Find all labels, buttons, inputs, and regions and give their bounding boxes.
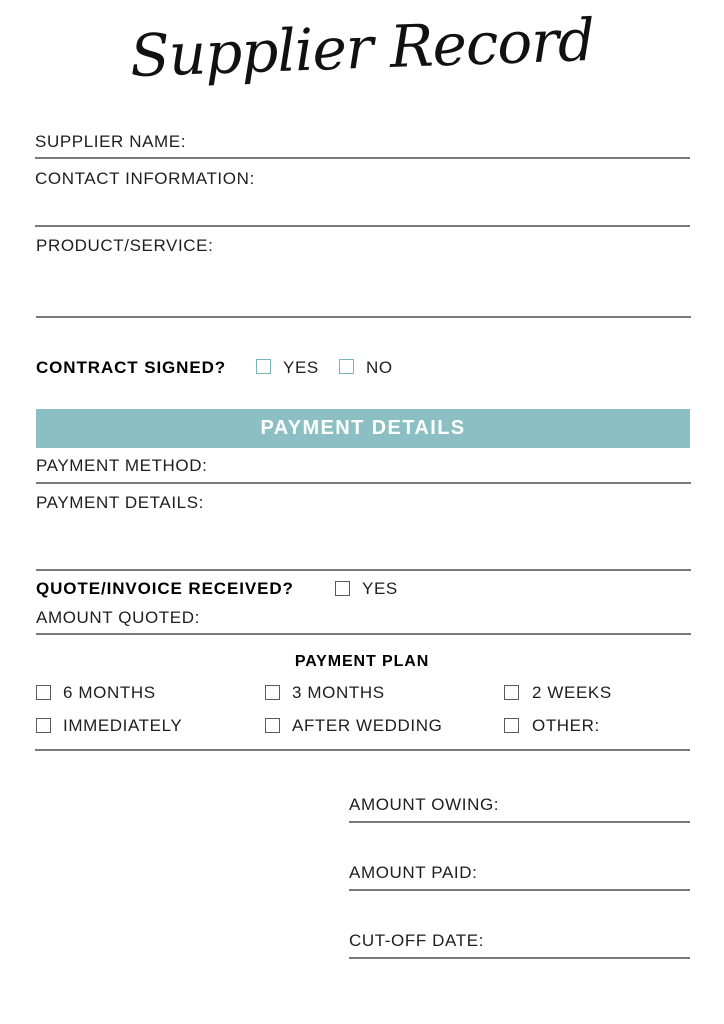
payment-plan-heading: PAYMENT PLAN bbox=[294, 653, 430, 670]
plan-option-label: 3 MONTHS bbox=[292, 683, 385, 702]
contract-yes-checkbox[interactable] bbox=[256, 359, 271, 374]
plan-immediately-checkbox[interactable] bbox=[36, 718, 51, 733]
contact-information-label: CONTACT INFORMATION: bbox=[35, 169, 255, 188]
plan-option-label: 2 WEEKS bbox=[532, 683, 612, 702]
amount-paid-label: AMOUNT PAID: bbox=[349, 863, 478, 882]
plan-6-months-checkbox[interactable] bbox=[36, 685, 51, 700]
plan-2-weeks-checkbox[interactable] bbox=[504, 685, 519, 700]
amount-owing-field[interactable] bbox=[349, 821, 690, 823]
product-service-label: PRODUCT/SERVICE: bbox=[36, 236, 214, 255]
page-title: Supplier Record bbox=[128, 5, 596, 91]
payment-method-label: PAYMENT METHOD: bbox=[36, 456, 208, 475]
payment-details-banner: PAYMENT DETAILS bbox=[36, 409, 690, 448]
payment-details-label: PAYMENT DETAILS: bbox=[36, 493, 204, 512]
cutoff-date-label: CUT-OFF DATE: bbox=[349, 931, 484, 950]
plan-option-label: IMMEDIATELY bbox=[63, 716, 183, 735]
contract-signed-question: CONTRACT SIGNED? bbox=[36, 358, 227, 377]
plan-other-checkbox[interactable] bbox=[504, 718, 519, 733]
amount-paid-field[interactable] bbox=[349, 889, 690, 891]
quote-yes-label: YES bbox=[362, 579, 398, 598]
plan-option-label: OTHER: bbox=[532, 716, 600, 735]
amount-quoted-label: AMOUNT QUOTED: bbox=[36, 608, 200, 627]
plan-option-label: AFTER WEDDING bbox=[292, 716, 443, 735]
payment-method-field[interactable] bbox=[36, 482, 691, 484]
supplier-name-field[interactable] bbox=[35, 157, 690, 159]
payment-details-field[interactable] bbox=[36, 569, 691, 571]
supplier-name-label: SUPPLIER NAME: bbox=[35, 132, 187, 151]
amount-owing-label: AMOUNT OWING: bbox=[349, 795, 500, 814]
contract-yes-label: YES bbox=[283, 358, 319, 377]
section-divider bbox=[35, 749, 690, 751]
cutoff-date-field[interactable] bbox=[349, 957, 690, 959]
contact-information-field[interactable] bbox=[35, 225, 690, 227]
contract-no-label: NO bbox=[366, 358, 393, 377]
quote-received-question: QUOTE/INVOICE RECEIVED? bbox=[36, 579, 294, 598]
plan-3-months-checkbox[interactable] bbox=[265, 685, 280, 700]
product-service-field[interactable] bbox=[36, 316, 691, 318]
plan-option-label: 6 MONTHS bbox=[63, 683, 156, 702]
plan-after-wedding-checkbox[interactable] bbox=[265, 718, 280, 733]
contract-no-checkbox[interactable] bbox=[339, 359, 354, 374]
quote-yes-checkbox[interactable] bbox=[335, 581, 350, 596]
amount-quoted-field[interactable] bbox=[36, 633, 691, 635]
